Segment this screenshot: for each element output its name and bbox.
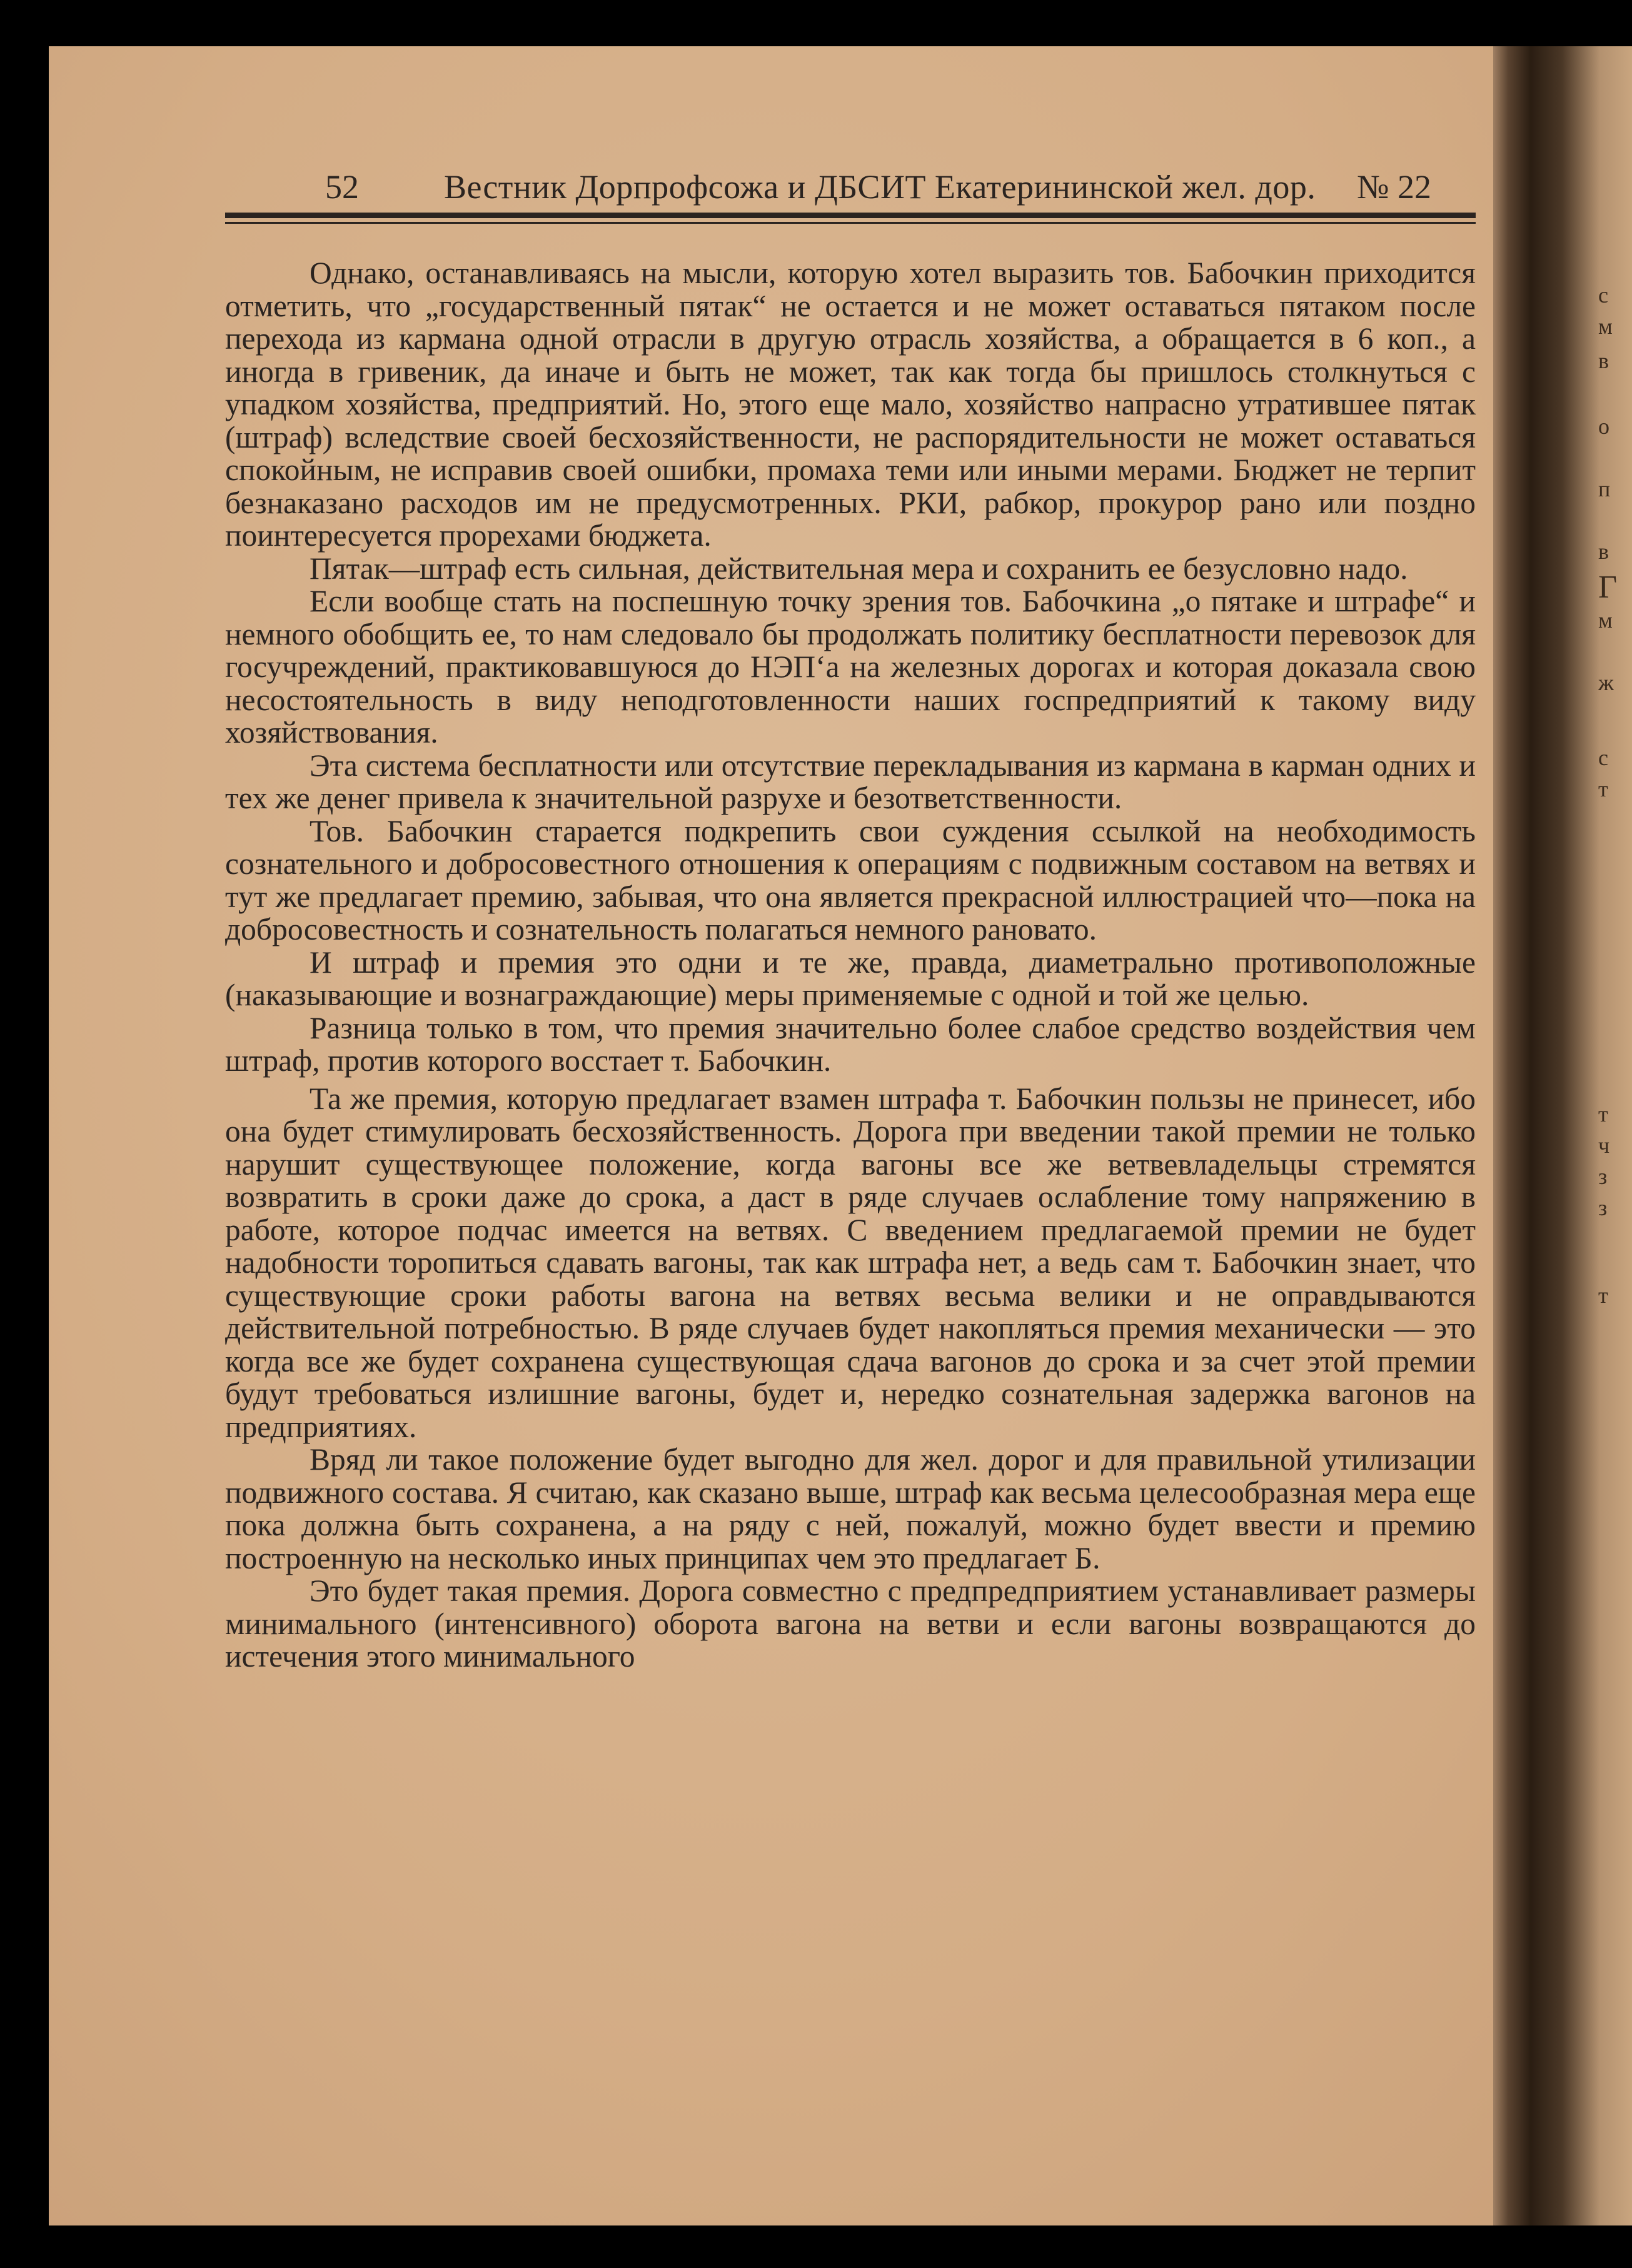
- paragraph: Разница только в том, что премия значительно более слабое средство воздействия чем штраф, против которого восстает т. Бабочкин.: [225, 1010, 1476, 1078]
- facing-fragment: т: [1598, 1101, 1608, 1126]
- paragraph: Если вообще стать на поспешную точку зрения тов. Бабочкина „о пятаке и штрафе“ и немного обобщить ее, то нам следовало бы продолжать политику бесплатности перевозок для госучреждений, практиковавшуюся до НЭП‘а на железных дорогах и которая доказала свою несостоятельность в виду неподготовленности наших госпредприятий к такому виду хозяйствования.: [225, 584, 1476, 750]
- issue-number: № 22: [1357, 168, 1432, 206]
- journal-title: Вестник Дорпрофсожа и ДБСИТ Екатерининской жел. дор.: [444, 168, 1316, 206]
- paragraph: Пятак—штраф есть сильная, действительная мера и сохранить ее безусловно надо.: [310, 551, 1408, 586]
- facing-fragment: ч: [1598, 1133, 1610, 1158]
- paragraph: И штраф и премия это одни и те же, правда, диаметрально противоположные (наказывающие и вознаграждающие) меры применяемые с одной и той же целью.: [225, 945, 1476, 1012]
- paragraph: Тов. Бабочкин старается подкрепить свои суждения ссылкой на необходимость сознательного и добросовестного отношения к операциям с подвижным составом на ветвях и тут же предлагает премию, забывая, что она является прекрасной иллюстрацией что—пока на добросовестность и сознательность полагаться немного рановато.: [225, 813, 1476, 946]
- paragraph: Эта система бесплатности или отсутствие перекладывания из кармана в карман одних и тех же денег привела к значительной разрухе и безответственности.: [225, 748, 1476, 815]
- facing-fragment: т: [1598, 776, 1608, 801]
- facing-fragment: о: [1598, 414, 1609, 439]
- facing-fragment: в: [1598, 539, 1609, 564]
- facing-fragment: т: [1598, 1283, 1608, 1308]
- book-gutter: [1493, 46, 1632, 2225]
- article-body: [225, 257, 1476, 1673]
- facing-fragment: з: [1598, 1164, 1608, 1189]
- facing-fragment: м: [1598, 608, 1613, 633]
- paragraph: Однако, останавливаясь на мысли, которую хотел выразить тов. Бабочкин приходится отметить, что „государственный пятак“ не остается и не может оставаться пятаком после перехода из кармана одной отрасли в другую отрасль хозяйства, а обращается в 6 коп., а иногда в гривеник, да иначе и быть не может, так как тогда бы пришлось столкнуться с упадком хозяйства, предприятий. Но, этого еще мало, хозяйство напрасно утратившее пятак (штраф) вследствие своей бесхозяйственности, не распорядительности не может оставаться спокойным, не исправив своей ошибки, промаха теми или иными мерами. Бюджет не терпит безнаказано расходов им не предусмотренных. РКИ, рабкор, прокурор рано или поздно поинтересуется прорехами бюджета.: [225, 256, 1476, 553]
- facing-fragment: м: [1598, 314, 1613, 339]
- facing-fragment: з: [1598, 1195, 1608, 1220]
- facing-fragment: с: [1598, 283, 1608, 308]
- facing-fragment: п: [1598, 476, 1611, 501]
- running-header: [225, 163, 1476, 218]
- printed-page: [225, 163, 1476, 1673]
- page-number: 52: [325, 168, 359, 206]
- facing-fragment: в: [1598, 348, 1609, 373]
- facing-fragment: ж: [1598, 670, 1614, 695]
- facing-fragment: с: [1598, 745, 1608, 770]
- facing-fragment: Г: [1598, 570, 1618, 605]
- paragraph: Та же премия, которую предлагает взамен штрафа т. Бабочкин пользы не принесет, ибо она будет стимулировать бесхозяйственность. Дорога при введении такой премии не только нарушит существующее положение, когда вагоны все же ветвевладельцы стремятся возвратить в сроки даже до срока, а даст в ряде случаев ослабление тому напряжению в работе, которое подчас имеется на ветвях. С введением предлагаемой премии не будет надобности торопиться сдавать вагоны, так как штрафа нет, а ведь сам т. Бабочкин знает, что существующие сроки работы вагона на ветвях весьма велики и не оправдываются действительной потребностью. В ряде случаев будет накопляться премия механически — это когда все же будет сохранена существующая сдача вагонов до срока и за счет этой премии будут требоваться излишние вагоны, будет и, нередко сознательная задержка вагонов на предприятиях.: [225, 1081, 1476, 1444]
- paragraph: Это будет такая премия. Дорога совместно с предпредприятием устанавливает размеры минимального (интенсивного) оборота вагона на ветви и если вагоны возвращаются до истечения этого минимального: [225, 1573, 1476, 1673]
- paragraph: Вряд ли такое положение будет выгодно для жел. дорог и для правильной утилизации подвижного состава. Я считаю, как сказано выше, штраф как весьма целесообразная мера еще пока должна быть сохранена, а на ряду с ней, пожалуй, можно будет ввести и премию построенную на несколько иных принципах чем это предлагает Б.: [225, 1442, 1476, 1575]
